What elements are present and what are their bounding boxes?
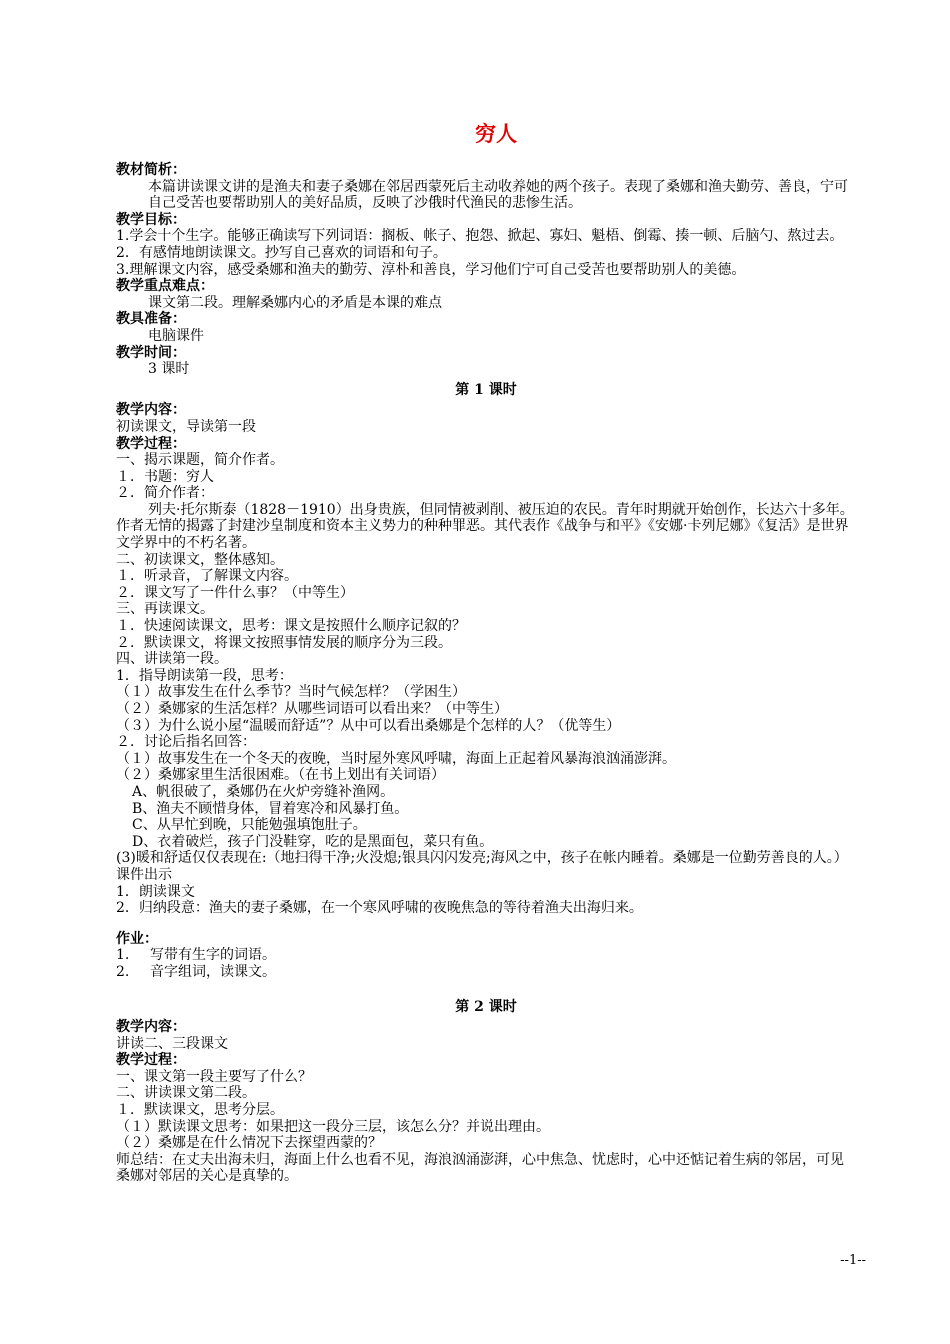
process-line: １．听录音，了解课文内容。 xyxy=(116,568,298,585)
process-line: 1．朗读课文 xyxy=(116,883,195,900)
time-label: 教学时间： xyxy=(116,344,186,361)
process-line: 二、初读课文，整体感知。 xyxy=(116,551,284,568)
homework-number: 1. xyxy=(116,947,130,964)
goals-label: 教学目标： xyxy=(116,211,186,228)
process-line: （２）桑娜家的生活怎样？从哪些词语可以看出来？（中等生） xyxy=(116,701,508,717)
process-line: 三、再读课文。 xyxy=(116,601,214,618)
lesson1-content-label: 教学内容： xyxy=(116,402,186,419)
process-line: ２．课文写了一件什么事？（中等生） xyxy=(116,584,354,601)
document-page xyxy=(116,118,856,1185)
page-number: --1-- xyxy=(840,1253,866,1268)
lesson2-process-label: 教学过程： xyxy=(116,1052,186,1069)
process-line: 四、讲读第一段。 xyxy=(116,651,228,668)
process-line: 1．指导朗读第一段，思考： xyxy=(116,667,293,684)
process-line: 一、揭示课题，简介作者。 xyxy=(116,452,284,469)
homework-item xyxy=(116,964,856,981)
lesson2-content-label: 教学内容： xyxy=(116,1019,186,1036)
process-line: ２．讨论后指名回答： xyxy=(116,734,256,751)
goal-item: 1.学会十个生字。能够正确读写下列词语：搁板、帐子、抱怨、掀起、寡妇、魁梧、倒霉、揍一顿、后脑勺、熬过去。 xyxy=(116,228,844,245)
process-line: (3)暖和舒适仅仅表现在:（地扫得干净;火没熄;银具闪闪发亮;海风之中，孩子在帐内睡着。桑娜是一位勤劳善良的人。）课件出示 xyxy=(116,850,848,883)
analysis-label: 教材简析： xyxy=(116,162,186,178)
process-line: C、从早忙到晚，只能勉强填饱肚子。 xyxy=(132,817,367,834)
lesson2-content-text: 讲读二、三段课文 xyxy=(116,1035,228,1052)
goal-item: 2．有感情地朗读课文。抄写自己喜欢的词语和句子。 xyxy=(116,244,447,261)
tools-text: 电脑课件 xyxy=(148,327,204,344)
process-line: （２）桑娜是在什么情况下去探望西蒙的？ xyxy=(116,1135,382,1152)
process-line: （１）故事发生在什么季节？当时气候怎样？（学困生） xyxy=(116,684,466,701)
process-line: （２）桑娜家里生活很困难。（在书上划出有关词语） xyxy=(116,767,445,784)
process-line: 师总结：在丈夫出海未归，海面上什么也看不见，海浪汹涌澎湃，心中焦急、忧虑时，心中还惦记着生病的邻居，可见桑娜对邻居的关心是真挚的。 xyxy=(116,1151,844,1185)
lesson2-heading: 第 2 课时 xyxy=(455,998,517,1015)
process-line: １．快速阅读课文，思考：课文是按照什么顺序记叙的？ xyxy=(116,618,466,635)
process-line: 2．归纳段意：渔夫的妻子桑娜，在一个寒风呼啸的夜晚焦急的等待着渔夫出海归来。 xyxy=(116,900,643,917)
time-text: 3 课时 xyxy=(148,361,190,378)
process-line: 二、讲读课文第二段。 xyxy=(116,1085,256,1102)
key-text: 课文第二段。理解桑娜内心的矛盾是本课的难点 xyxy=(148,294,442,311)
homework-text: 写带有生字的词语。 xyxy=(150,947,276,964)
homework-label: 作业： xyxy=(116,930,158,947)
process-line: 一、课文第一段主要写了什么？ xyxy=(116,1068,312,1085)
document-title: 穷人 xyxy=(475,122,517,146)
analysis-text: 本篇讲读课文讲的是渔夫和妻子桑娜在邻居西蒙死后主动收养她的两个孩子。表现了桑娜和渔夫勤劳、善良，宁可自己受苦也要帮助别人的美好品质，反映了沙俄时代渔民的悲惨生活。 xyxy=(148,178,848,212)
process-line: （１）默读课文思考：如果把这一段分三层，该怎么分？并说出理由。 xyxy=(116,1118,550,1135)
lesson1-heading: 第 1 课时 xyxy=(455,381,517,398)
homework-number: 2. xyxy=(116,963,130,980)
process-line: ２．默读课文，将课文按照事情发展的顺序分为三段。 xyxy=(116,634,452,651)
process-line: B、渔夫不顾惜身体，冒着寒冷和风暴打鱼。 xyxy=(132,800,409,817)
homework-text: 音字组词，读课文。 xyxy=(150,963,276,980)
process-line: 列夫·托尔斯泰（1828－1910）出身贵族，但同情被剥削、被压迫的农民。青年时期就开始创作，长达六十多年。作者无情的揭露了封建沙皇制度和资本主义势力的种种罪恶。其代表作《战争与和平》《安娜·卡列尼娜》《复活》是世界文学界中的不朽名著。 xyxy=(116,501,854,552)
process-line: D、衣着破烂，孩子门没鞋穿，吃的是黑面包，菜只有鱼。 xyxy=(132,833,494,850)
goal-item: 3.理解课文内容，感受桑娜和渔夫的勤劳、淳朴和善良，学习他们宁可自己受苦也要帮助别人的美德。 xyxy=(116,261,746,278)
process-line: １．默读课文，思考分层。 xyxy=(116,1102,284,1119)
process-line: ２．简介作者： xyxy=(116,485,214,502)
process-line: A、帆很破了，桑娜仍在火炉旁缝补渔网。 xyxy=(132,783,395,800)
key-label: 教学重点难点： xyxy=(116,278,214,295)
process-line: １．书题：穷人 xyxy=(116,468,214,485)
homework-item xyxy=(116,947,856,964)
lesson1-process-label: 教学过程： xyxy=(116,435,186,452)
process-line: （１）故事发生在一个冬天的夜晚，当时屋外寒风呼啸，海面上正起着风暴海浪汹涌澎湃。 xyxy=(116,750,676,767)
tools-label: 教具准备： xyxy=(116,311,186,328)
lesson1-content-text: 初读课文，导读第一段 xyxy=(116,418,256,435)
process-line: （３）为什么说小屋“温暖而舒适”？从中可以看出桑娜是个怎样的人？（优等生） xyxy=(116,717,621,734)
